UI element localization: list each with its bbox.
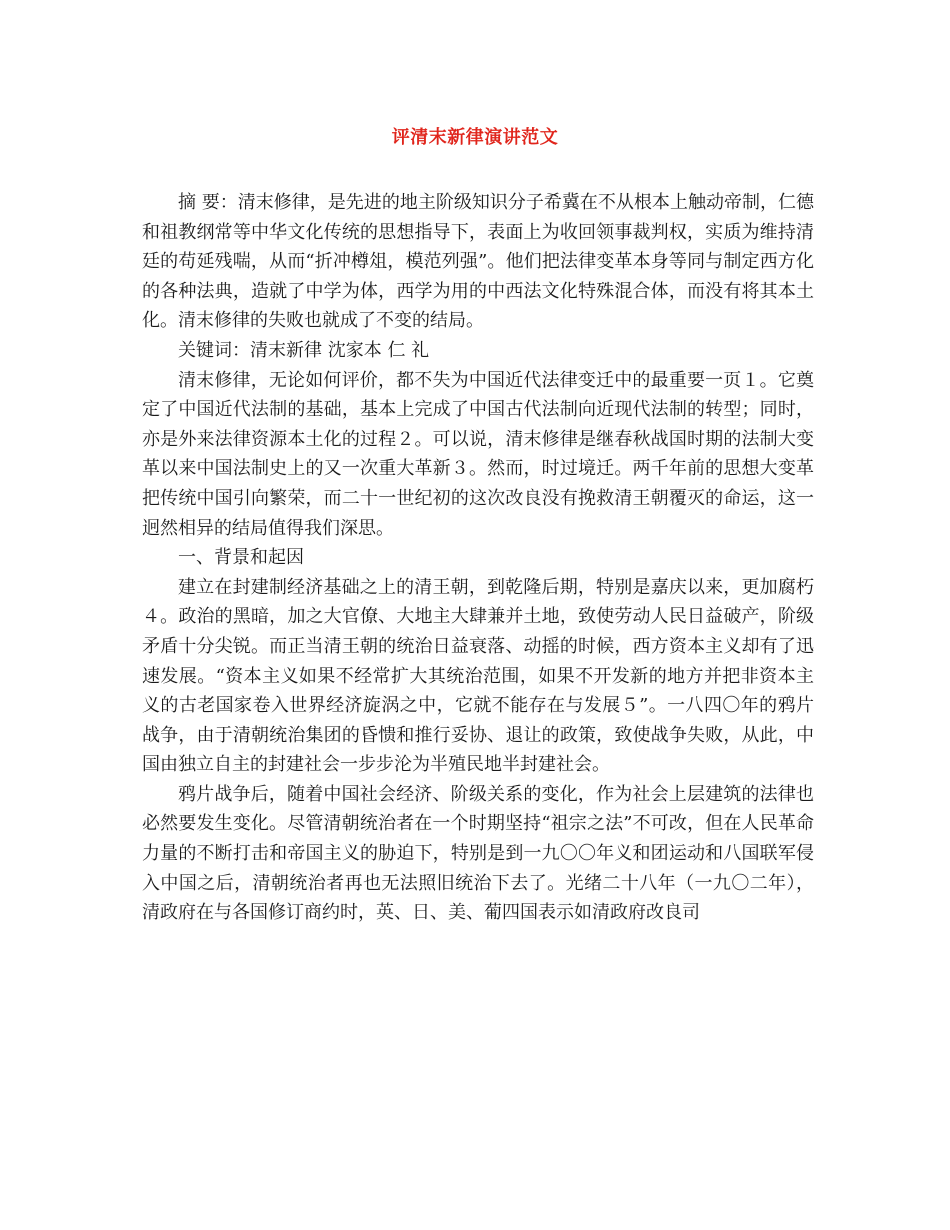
- section-heading: 一、背景和起因: [178, 547, 304, 569]
- keywords-paragraph: 关键词：清末新律 沈家本 仁 礼: [178, 339, 430, 361]
- abstract-paragraph: 摘 要：清末修律，是先进的地主阶级知识分子希冀在不从根本上触动帝制，仁德和祖教纲常等中华文化传统的思想指导下，表面上为收回领事裁判权，实质为维持清廷的苟延残喘，从而“折冲樽俎，模范列强”。他们把法律变革本身等同与制定西方化的各种法典，造就了中学为体，西学为用的中西法文化特殊混合体，而没有将其本土化。清末修律的失败也就成了不变的结局。: [142, 192, 814, 332]
- body-paragraph: 建立在封建制经济基础之上的清王朝，到乾隆后期，特别是嘉庆以来，更加腐朽４。政治的黑暗，加之大官僚、大地主大肆兼并土地，致使劳动人民日益破产，阶级矛盾十分尖锐。而正当清王朝的统治日益衰落、动摇的时候，西方资本主义却有了迅速发展。“资本主义如果不经常扩大其统治范围，如果不开发新的地方并把非资本主义的古老国家卷入世界经济旋涡之中，它就不能存在与发展５”。一八四〇年的鸦片战争，由于清朝统治集团的昏愦和推行妥协、退让的政策，致使战争失败，从此，中国由独立自主的封建社会一步步沦为半殖民地半封建社会。: [142, 576, 814, 776]
- document-body: [142, 188, 814, 928]
- body-paragraph: 鸦片战争后，随着中国社会经济、阶级关系的变化，作为社会上层建筑的法律也必然要发生变化。尽管清朝统治者在一个时期坚持“祖宗之法”不可改，但在人民革命力量的不断打击和帝国主义的胁迫下，特别是到一九〇〇年义和团运动和八国联军侵入中国之后，清朝统治者再也无法照旧统治下去了。光绪二十八年（一九〇二年），清政府在与各国修订商约时，英、日、美、葡四国表示如清政府改良司: [142, 783, 814, 924]
- document-title: 评清末新律演讲范文: [391, 127, 559, 148]
- intro-paragraph: 清末修律，无论如何评价，都不失为中国近代法律变迁中的最重要一页１。它奠定了中国近代法制的基础，基本上完成了中国古代法制向近现代法制的转型；同时，亦是外来法律资源本土化的过程２。可以说，清末修律是继春秋战国时期的法制大变革以来中国法制史上的又一次重大革新３。然而，时过境迁。两千年前的思想大变革把传统中国引向繁荣，而二十一世纪初的这次改良没有挽救清王朝覆灭的命运，这一迥然相异的结局值得我们深思。: [142, 369, 814, 539]
